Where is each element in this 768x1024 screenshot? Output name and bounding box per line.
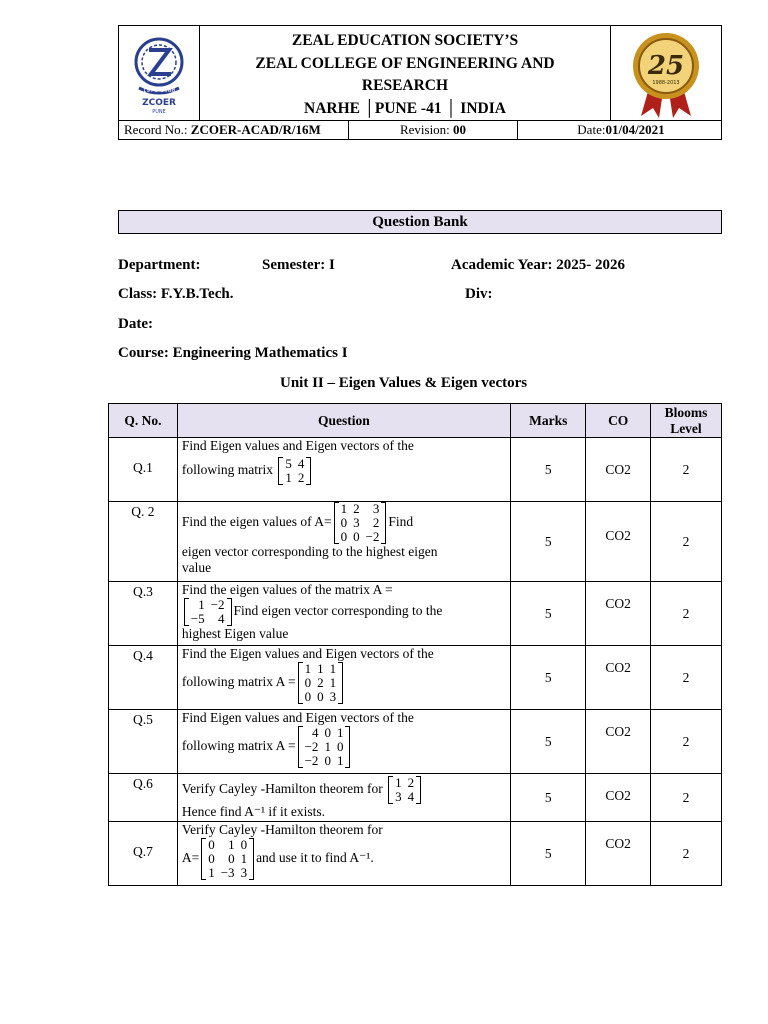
table-row <box>109 774 722 822</box>
co: CO2 <box>586 502 650 582</box>
col-question: Question <box>177 404 510 438</box>
col-co: CO <box>586 404 650 438</box>
co: CO2 <box>586 438 650 502</box>
co: CO2 <box>586 774 650 822</box>
question-number: Q.6 <box>109 774 178 822</box>
title-line-1: ZEAL EDUCATION SOCIETY’S <box>291 32 519 49</box>
matrix: 1 −2 −5 4 <box>184 598 232 626</box>
question-text: Find the Eigen values and Eigen vectors of the following matrix A = 1 1 1 0 2 1 0 0 3 <box>177 646 510 710</box>
blooms-level: 2 <box>650 582 721 646</box>
blooms-level: 2 <box>650 822 721 886</box>
college-logo <box>119 26 200 120</box>
college-title <box>200 30 610 120</box>
marks: 5 <box>510 646 586 710</box>
question-text: Verify Cayley -Hamilton theorem for A= 0 1 0 0 0 1 1 −3 3 and use it to find A⁻¹. <box>177 822 510 886</box>
question-bank-title: Question Bank <box>118 210 722 234</box>
co: CO2 <box>586 646 650 710</box>
badge-years: 1988-2013 <box>652 80 680 86</box>
title-line-4: NARHE │PUNE -41 │ INDIA <box>304 99 506 117</box>
question-number: Q.3 <box>109 582 178 646</box>
matrix: 1 1 1 0 2 1 0 0 3 <box>298 662 344 704</box>
academic-year-label: Academic Year: 2025- 2026 <box>451 257 625 273</box>
question-number: Q.1 <box>109 438 178 502</box>
question-number: Q.7 <box>109 822 178 886</box>
marks: 5 <box>510 822 586 886</box>
question-text: Verify Cayley -Hamilton theorem for 1 2 3 4 Hence find A⁻¹ if it exists. <box>177 774 510 822</box>
marks: 5 <box>510 774 586 822</box>
blooms-level: 2 <box>650 438 721 502</box>
matrix: 0 1 0 0 0 1 1 −3 3 <box>201 838 254 880</box>
table-row <box>109 582 722 646</box>
table-header-row <box>109 404 722 438</box>
revision: Revision: 00 <box>399 122 467 137</box>
blooms-level: 2 <box>650 502 721 582</box>
marks: 5 <box>510 502 586 582</box>
blooms-level: 2 <box>650 646 721 710</box>
matrix: 1 2 3 4 <box>388 776 421 804</box>
co: CO2 <box>586 582 650 646</box>
blooms-level: 2 <box>650 774 721 822</box>
date-label: Date: <box>118 316 153 332</box>
question-table <box>108 403 722 886</box>
title-line-3: RESEARCH <box>361 77 449 94</box>
class-label: Class: F.Y.B.Tech. <box>118 286 234 302</box>
div-label: Div: <box>465 286 493 302</box>
record-number: Record No.: ZCOER-ACAD/R/16M <box>119 121 349 139</box>
logo-years: 1978-1988 <box>142 87 176 94</box>
badge-25-icon <box>611 26 721 120</box>
table-row <box>109 438 722 502</box>
title-line-2: ZEAL COLLEGE OF ENGINEERING AND <box>255 54 555 72</box>
unit-title: Unit II – Eigen Values & Eigen vectors <box>280 375 528 391</box>
col-qno: Q. No. <box>109 404 178 438</box>
blooms-level: 2 <box>650 710 721 774</box>
question-text: Find Eigen values and Eigen vectors of the following matrix A = 4 0 1 −2 1 0 −2 0 1 <box>177 710 510 774</box>
question-text: Find Eigen values and Eigen vectors of the following matrix 5 4 1 2 <box>177 438 510 502</box>
co: CO2 <box>586 710 650 774</box>
col-blooms: Blooms Level <box>650 404 721 438</box>
matrix: 1 2 3 0 3 2 0 0 −2 <box>334 502 387 544</box>
record-row <box>118 121 722 140</box>
department-label: Department: <box>118 257 201 273</box>
matrix: 5 4 1 2 <box>278 457 311 485</box>
question-number: Q.4 <box>109 646 178 710</box>
logo-name: ZCOER <box>142 98 176 108</box>
co: CO2 <box>586 822 650 886</box>
anniversary-badge <box>610 26 721 120</box>
table-row <box>109 502 722 582</box>
semester-label: Semester: I <box>262 257 335 273</box>
marks: 5 <box>510 438 586 502</box>
marks: 5 <box>510 710 586 774</box>
col-marks: Marks <box>510 404 586 438</box>
matrix: 4 0 1 −2 1 0 −2 0 1 <box>298 726 351 768</box>
zcoer-logo-icon <box>119 26 199 120</box>
question-text: Find the eigen values of the matrix A = 1 −2 −5 4 Find eigen vector corresponding to the highest Eigen value <box>177 582 510 646</box>
question-text: Find the eigen values of A= 1 2 3 0 3 2 0 0 −2 Find eigen vector corresponding to the highest eigen value <box>177 502 510 582</box>
logo-city: PUNE <box>152 109 166 115</box>
table-row <box>109 710 722 774</box>
marks: 5 <box>510 582 586 646</box>
record-date: Date:01/04/2021 <box>517 121 724 139</box>
question-number: Q. 2 <box>109 502 178 582</box>
table-row <box>109 646 722 710</box>
document-header <box>118 25 722 121</box>
question-number: Q.5 <box>109 710 178 774</box>
badge-number: 25 <box>647 51 685 81</box>
table-row <box>109 822 722 886</box>
course-label: Course: Engineering Mathematics I <box>118 345 348 361</box>
